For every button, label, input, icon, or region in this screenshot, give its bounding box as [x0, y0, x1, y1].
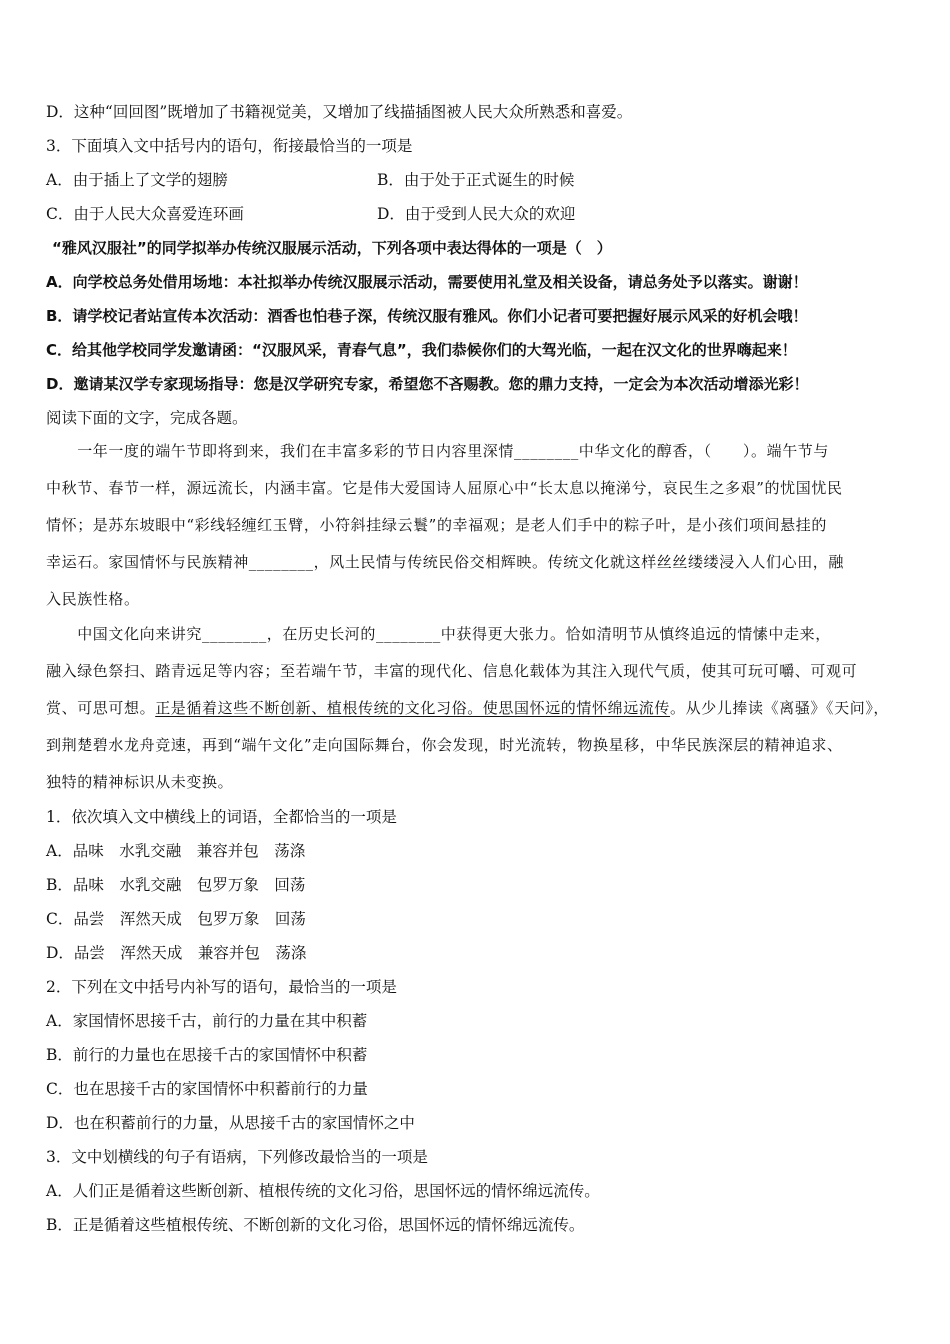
question-1-stem: 1．依次填入文中横线上的词语，全都恰当的一项是 — [46, 808, 397, 826]
q3-option-a: A．人们正是循着这些断创新、植根传统的文化习俗，思国怀远的情怀绵远流传。 — [46, 1182, 600, 1200]
passage-line: 幸运石。家国情怀与民族精神________，风土民情与传统民俗交相辉映。传统文化就这样丝丝缕缕浸入人们心田，融 — [46, 553, 845, 571]
top-option-d: D．这种“回回图”既增加了书籍视觉美，又增加了线描插图被人民大众所熟悉和喜爱。 — [46, 103, 633, 121]
q3-option-b: B．正是循着这些植根传统、不断创新的文化习俗，思国怀远的情怀绵远流传。 — [46, 1216, 585, 1234]
passage-line: 独特的精神标识从未变换。 — [46, 773, 234, 791]
underlined-sentence: 正是循着这些不断创新、植根传统的文化习俗。使思国怀远的情怀绵远流传 — [155, 699, 671, 717]
question-3b-stem: 3．文中划横线的句子有语病，下列修改最恰当的一项是 — [46, 1148, 428, 1166]
q1-option-a: A．品味 水乳交融 兼容并包 荡涤 — [46, 842, 306, 860]
question-2-stem: 2．下列在文中括号内补写的语句，最恰当的一项是 — [46, 978, 397, 996]
option-c: C．由于人民大众喜爱连环画 — [46, 205, 244, 223]
q1-option-d: D．品尝 浑然天成 兼容并包 荡涤 — [46, 944, 307, 962]
q1-option-b: B．品味 水乳交融 包罗万象 回荡 — [46, 876, 306, 894]
q1-option-c: C．品尝 浑然天成 包罗万象 回荡 — [46, 910, 306, 928]
reading-intro: 阅读下面的文字，完成各题。 — [46, 409, 248, 427]
option-d: D．由于受到人民大众的欢迎 — [377, 205, 576, 223]
passage-line: 情怀；是苏东坡眼中“彩线轻缠红玉臂，小符斜挂绿云鬟”的幸福观；是老人们手中的粽子叶，是小孩们项间悬挂的 — [46, 516, 827, 534]
passage-line: 中秋节、春节一样，源远流长，内涵丰富。它是伟大爱国诗人屈原心中“长太息以掩涕兮，哀民生之多艰”的忧国忧民 — [46, 479, 843, 497]
passage-line: 到荆楚碧水龙舟竞速，再到“端午文化”走向国际舞台，你会发现，时光流转，物换星移，中华民族深层的精神追求、 — [46, 736, 843, 754]
passage-paragraph-1 — [46, 441, 908, 626]
option-b: B．由于处于正式诞生的时候 — [377, 171, 575, 189]
passage-line — [46, 698, 908, 735]
option-a: A．由于插上了文学的翅膀 — [46, 171, 228, 189]
bold-option-d: D．邀请某汉学专家现场指导：您是汉学研究专家，希望您不吝赐教。您的鼎力支持，一定会为本次活动增添光彩！ — [46, 375, 809, 393]
bold-question-stem: “雅风汉服社”的同学拟举办传统汉服展示活动，下列各项中表达得体的一项是（ ） — [52, 239, 612, 257]
q2-option-b: B．前行的力量也在思接千古的家国情怀中积蓄 — [46, 1046, 368, 1064]
question-3-stem: 3．下面填入文中括号内的语句，衔接最恰当的一项是 — [46, 137, 413, 155]
bold-option-c: C．给其他学校同学发邀请函：“汉服风采，青春气息”，我们恭候你们的大驾光临，一起在汉文化的世界嗨起来！ — [46, 341, 797, 359]
passage-paragraph-2 — [46, 624, 908, 809]
q2-option-a: A．家国情怀思接千古，前行的力量在其中积蓄 — [46, 1012, 368, 1030]
q2-option-c: C．也在思接千古的家国情怀中积蓄前行的力量 — [46, 1080, 368, 1098]
passage-line: 一年一度的端午节即将到来，我们在丰富多彩的节日内容里深情________中华文化的醇香，（ ）。端午节与 — [46, 442, 830, 460]
passage-line: 融入绿色祭扫、踏青远足等内容；至若端午节，丰富的现代化、信息化载体为其注入现代气质，使其可玩可嚼、可观可 — [46, 662, 858, 680]
passage-line: 入民族性格。 — [46, 590, 140, 608]
passage-text: 。从少儿捧读《离骚》《天问》， — [670, 699, 890, 717]
passage-text: 赏、可思可想。 — [46, 699, 156, 717]
bold-option-a: A．向学校总务处借用场地：本社拟举办传统汉服展示活动，需要使用礼堂及相关设备，请总务处予以落实。谢谢！ — [46, 273, 808, 291]
q2-option-d: D．也在积蓄前行的力量，从思接千古的家国情怀之中 — [46, 1114, 415, 1132]
passage-line: 中国文化向来讲究________，在历史长河的________中获得更大张力。恰如清明节从慎终追远的情愫中走来， — [46, 625, 831, 643]
bold-option-b: B．请学校记者站宣传本次活动：酒香也怕巷子深，传统汉服有雅风。你们小记者可要把握好展示风采的好机会哦！ — [46, 307, 808, 325]
